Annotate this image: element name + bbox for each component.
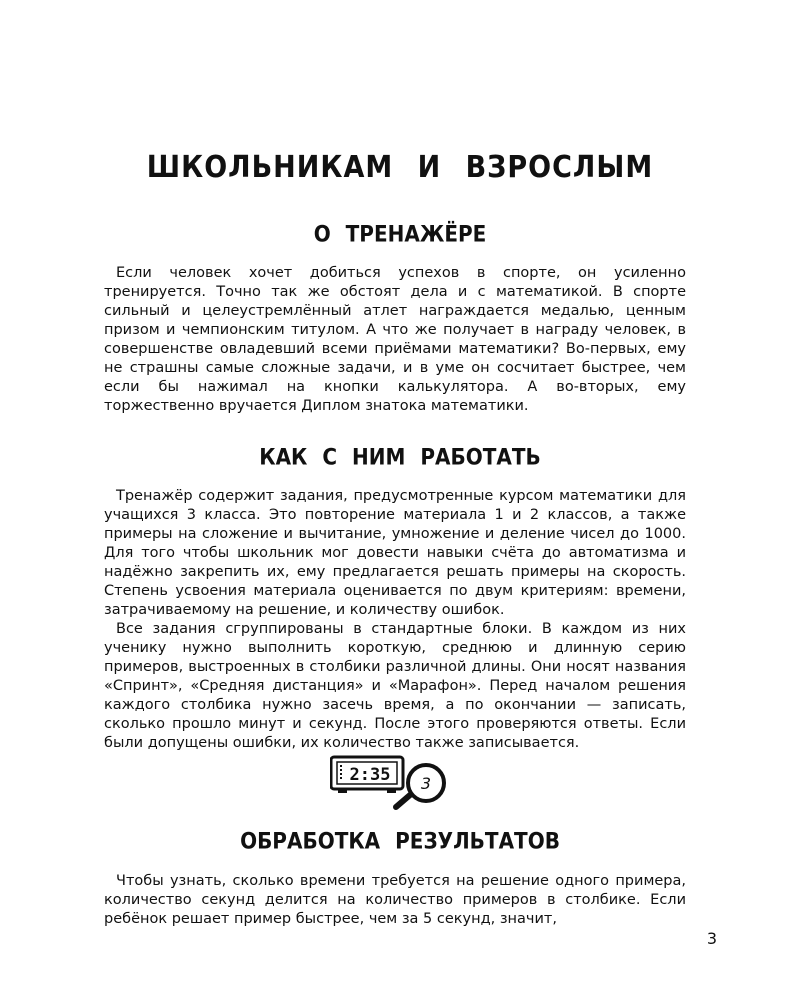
paragraph: Если человек хочет добиться успехов в спорте, он усиленно тренируется. Точно так же обстоят дела и с математикой. В спорте сильный и целеустремлённый атлет награждается медалью, ценным призом и чемпионским титулом. А что же получает в награду человек, в совершенстве овладевший всеми приёмами математики? Во-первых, ему не страшны самые сложные задачи, и в уме он сосчитает быстрее, чем если бы нажимал на кнопки калькулятора. А во-вторых, ему торжественно вручается Диплом знатока математики. bbox=[104, 265, 686, 414]
section-body-how-to-work bbox=[104, 487, 686, 753]
section-body-about bbox=[104, 264, 686, 416]
section-heading-about: О ТРЕНАЖЁРЕ bbox=[313, 220, 487, 248]
section-heading-how-to-work: КАК С НИМ РАБОТАТЬ bbox=[259, 443, 541, 471]
section-body-results bbox=[104, 872, 686, 929]
clock-magnifier-illustration bbox=[330, 755, 450, 815]
paragraph: Тренажёр содержит задания, предусмотренные курсом математики для учащихся 3 класса. Это повторение материала 1 и 2 классов, а также примеры на сложение и вычитание, умножение и деление чисел до 1000. Для того чтобы школьник мог довести навыки счёта до автоматизма и надёжно закрепить их, ему предлагается решать примеры на скорость. Степень усвоения материала оценивается по двум критериям: времени, затрачиваемому на решение, и количеству ошибок. bbox=[104, 488, 686, 618]
clock-time: 2:35 bbox=[349, 765, 391, 785]
clock-magnifier-icon bbox=[330, 755, 450, 815]
paragraph: Чтобы узнать, сколько времени требуется на решение одного примера, количество секунд делится на количество примеров в столбике. Если ребёнок решает пример быстрее, чем за 5 секунд, значит, bbox=[104, 873, 686, 927]
magnifier-number: 3 bbox=[420, 774, 432, 793]
section-heading-results: ОБРАБОТКА РЕЗУЛЬТАТОВ bbox=[240, 827, 560, 855]
page-title: ШКОЛЬНИКАМ И ВЗРОСЛЫМ bbox=[146, 150, 654, 185]
page-number: 3 bbox=[706, 929, 718, 948]
paragraph: Все задания сгруппированы в стандартные блоки. В каждом из них ученику нужно выполнить короткую, среднюю и длинную серию примеров, выстроенных в столбики различной длины. Они носят названия «Спринт», «Средняя дистанция» и «Марафон». Перед началом решения каждого столбика нужно засечь время, а по окончании — записать, сколько прошло минут и секунд. После этого проверяются ответы. Если были допущены ошибки, их количество также записывается. bbox=[104, 621, 686, 751]
